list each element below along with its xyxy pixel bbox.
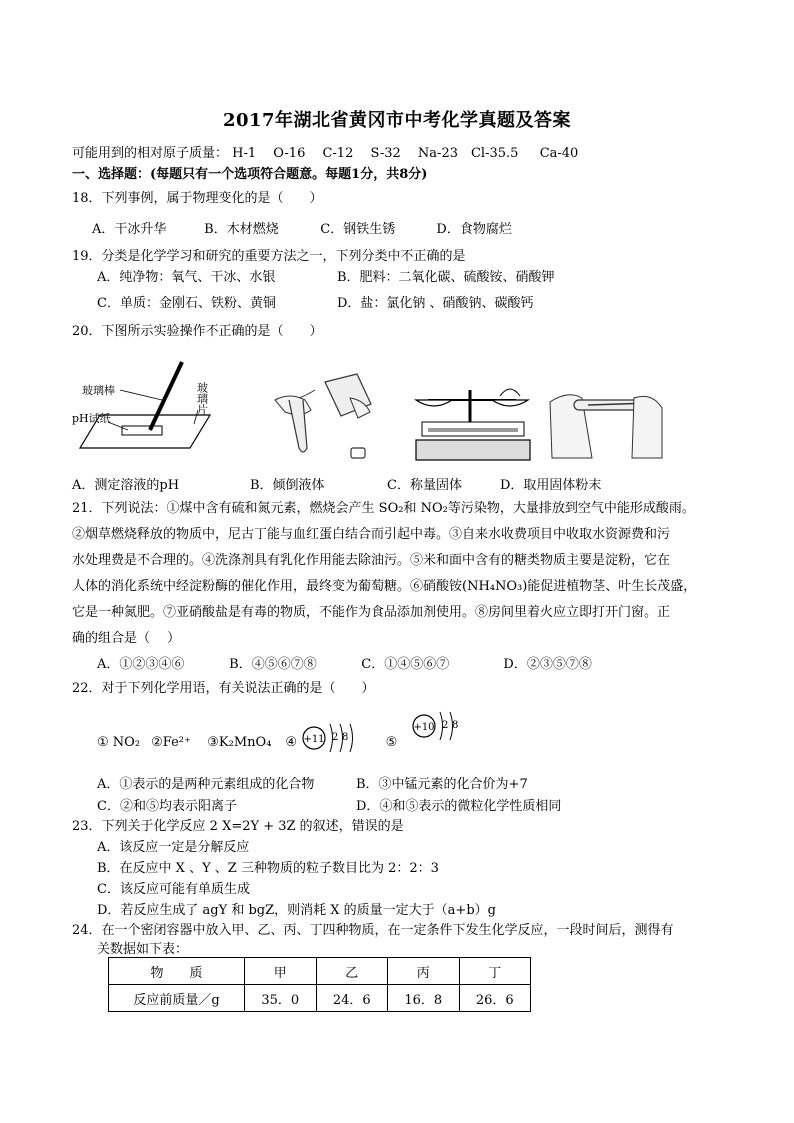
q19-option-a: A．纯净物：氧气、干冰、水银 [97, 270, 276, 285]
q20-option-c: C．称量固体 [387, 478, 462, 493]
symbol-3: ③K₂MnO₄ [207, 735, 272, 750]
symbol-5: ⑤ [385, 735, 398, 750]
q19-option-c: C．单质：金刚石、铁粉、黄铜 [97, 296, 276, 311]
table-header-row [109, 958, 531, 985]
right-hand [632, 396, 662, 458]
table-cell: 24．6 [316, 985, 388, 1012]
q24-stem-line-2: 关数据如下表： [97, 942, 189, 957]
balance-scale-marks [428, 428, 518, 432]
pouring-figure [255, 370, 385, 465]
table-cell: 反应前质量／g [109, 985, 245, 1012]
q22-option-b: B．③中锰元素的化合价为+7 [356, 777, 528, 792]
q20-option-d: D．取用固体粉末 [500, 478, 602, 493]
section-heading: 一、选择题：(每题只有一个选项符合题意。每题1分，共8分) [72, 167, 428, 182]
q23-stem: 23．下列关于化学反应 2 X=2Y + 3Z 的叙述，错误的是 [72, 819, 404, 834]
balance-base [416, 440, 530, 460]
q22-option-c: C．②和⑤均表示阳离子 [97, 799, 237, 814]
q21-options [97, 653, 592, 672]
q23-option-b: B．在反应中 X 、Y 、Z 三种物质的粒子数目比为 2：2：3 [97, 861, 439, 876]
rod-leader [120, 390, 162, 400]
q23-option-d: D．若反应生成了 agY 和 bgZ，则消耗 X 的质量一定大于（a+b）g [97, 903, 496, 918]
shell-electrons: 2 [332, 732, 339, 743]
q19-option-b: B．肥料：二氧化碳、硫酸铵、硝酸钾 [337, 270, 555, 285]
q21-line-5: 它是一种氮肥。⑦亚硝酸盐是有毒的物质，不能作为食品添加剂使用。⑧房间里着火应立即打开门窗。正 [72, 605, 671, 620]
liquid-stream [299, 390, 315, 398]
q21-line-3: 水处理费是不合理的。④洗涤剂具有乳化作用能去除油污。⑤米和面中含有的糖类物质主要是淀粉，它在 [72, 553, 671, 568]
q21-line-2: ②烟草燃烧释放的物质中，尼古丁能与血红蛋白结合而引起中毒。③自来水收费项目中收取水资源费和污 [72, 527, 671, 542]
q20-stem: 20．下图所示实验操作不正确的是（ ） [72, 324, 323, 339]
ph-test-figure [70, 360, 230, 460]
q19-option-d: D．盐：氯化钠 、硝酸钠、碳酸钙 [337, 296, 534, 311]
page-title: 2017年湖北省黄冈市中考化学真题及答案 [222, 110, 572, 131]
table-cell: 35．0 [245, 985, 317, 1012]
q22-option-a: A．①表示的是两种元素组成的化合物 [97, 777, 315, 792]
label-ph-paper: pH试纸 [72, 412, 111, 425]
q21-option-a: A．①②③④⑥ [97, 657, 185, 672]
q18-option-c: C．钢铁生锈 [320, 222, 396, 237]
table-header-cell: 丁 [459, 958, 531, 985]
left-pan [416, 400, 452, 406]
weigh-paper [500, 389, 520, 396]
symbol-4: ④ [285, 735, 298, 750]
q20-option-a: A．测定溶液的pH [72, 478, 180, 493]
table-header-cell: 物 质 [109, 958, 245, 985]
table-header-cell: 丙 [388, 958, 460, 985]
q23-option-a: A．该反应一定是分解反应 [97, 840, 250, 855]
label-glass-plate: 玻璃片 [195, 382, 209, 415]
label-glass-rod: 玻璃棒 [82, 384, 115, 397]
q18-stem: 18．下列事例，属于物理变化的是（ ） [72, 191, 323, 206]
shell-electrons: 8 [452, 720, 459, 731]
balance-figure [408, 370, 538, 465]
q22-stem: 22．对于下列化学用语，有关说法正确的是（ ） [72, 681, 375, 696]
atom-structure-4 [300, 718, 370, 758]
nucleus-charge: +11 [303, 734, 325, 745]
right-pan [492, 400, 528, 406]
ph-paper-strip [122, 426, 162, 435]
q21-line-6: 确的组合是（ ） [72, 631, 181, 646]
q19-stem: 19．分类是化学学习和研究的重要方法之一，下列分类中不正确的是 [72, 249, 466, 264]
q22-option-d: D．④和⑤表示的微粒化学性质相同 [356, 799, 562, 814]
shell-electrons: 8 [342, 732, 349, 743]
q18-options [92, 218, 512, 237]
nucleus-charge: +10 [413, 722, 435, 733]
q23-option-c: C．该反应可能有单质生成 [97, 882, 250, 897]
bottle-stopper [351, 448, 365, 458]
atom-structure-5 [410, 706, 472, 746]
shell-electrons: 2 [442, 720, 449, 731]
symbol-2: ②Fe²⁺ [151, 735, 191, 750]
table-cell: 16．8 [388, 985, 460, 1012]
table-header-cell: 乙 [316, 958, 388, 985]
powder-figure [548, 372, 666, 462]
glass-rod [150, 362, 182, 430]
q21-option-c: C．①④⑤⑥⑦ [361, 657, 450, 672]
q21-option-d: D．②③⑤⑦⑧ [503, 657, 592, 672]
q21-line-1: 21．下列说法：①煤中含有硫和氮元素，燃烧会产生 SO₂和 NO₂等污染物，大量排放到空气中能形成酸雨。 [72, 501, 695, 516]
q21-line-4: 人体的消化系统中经淀粉酶的催化作用，最终变为葡萄糖。⑥硝酸铵(NH₄NO₃)能促进植物茎、叶生长茂盛， [72, 579, 697, 594]
q21-option-b: B．④⑤⑥⑦⑧ [229, 657, 317, 672]
q24-stem-line-1: 24．在一个密闭容器中放入甲、乙、丙、丁四种物质，在一定条件下发生化学反应，一段时间后，测得有 [72, 923, 674, 938]
q20-option-b: B．倾倒液体 [250, 478, 325, 493]
table-row [109, 985, 531, 1012]
table-cell: 26．6 [459, 985, 531, 1012]
mass-table [108, 957, 531, 1012]
q18-option-b: B．木材燃烧 [204, 222, 279, 237]
symbol-1: ① NO₂ [97, 735, 141, 750]
q18-option-d: D．食物腐烂 [436, 222, 512, 237]
shell-arc [350, 724, 353, 752]
table-header-cell: 甲 [245, 958, 317, 985]
atomic-masses: 可能用到的相对原子质量： H-1 O-16 C-12 S-32 Na-23 Cl-35.5 Ca-40 [72, 146, 579, 161]
q18-option-a: A．干冰升华 [92, 222, 167, 237]
